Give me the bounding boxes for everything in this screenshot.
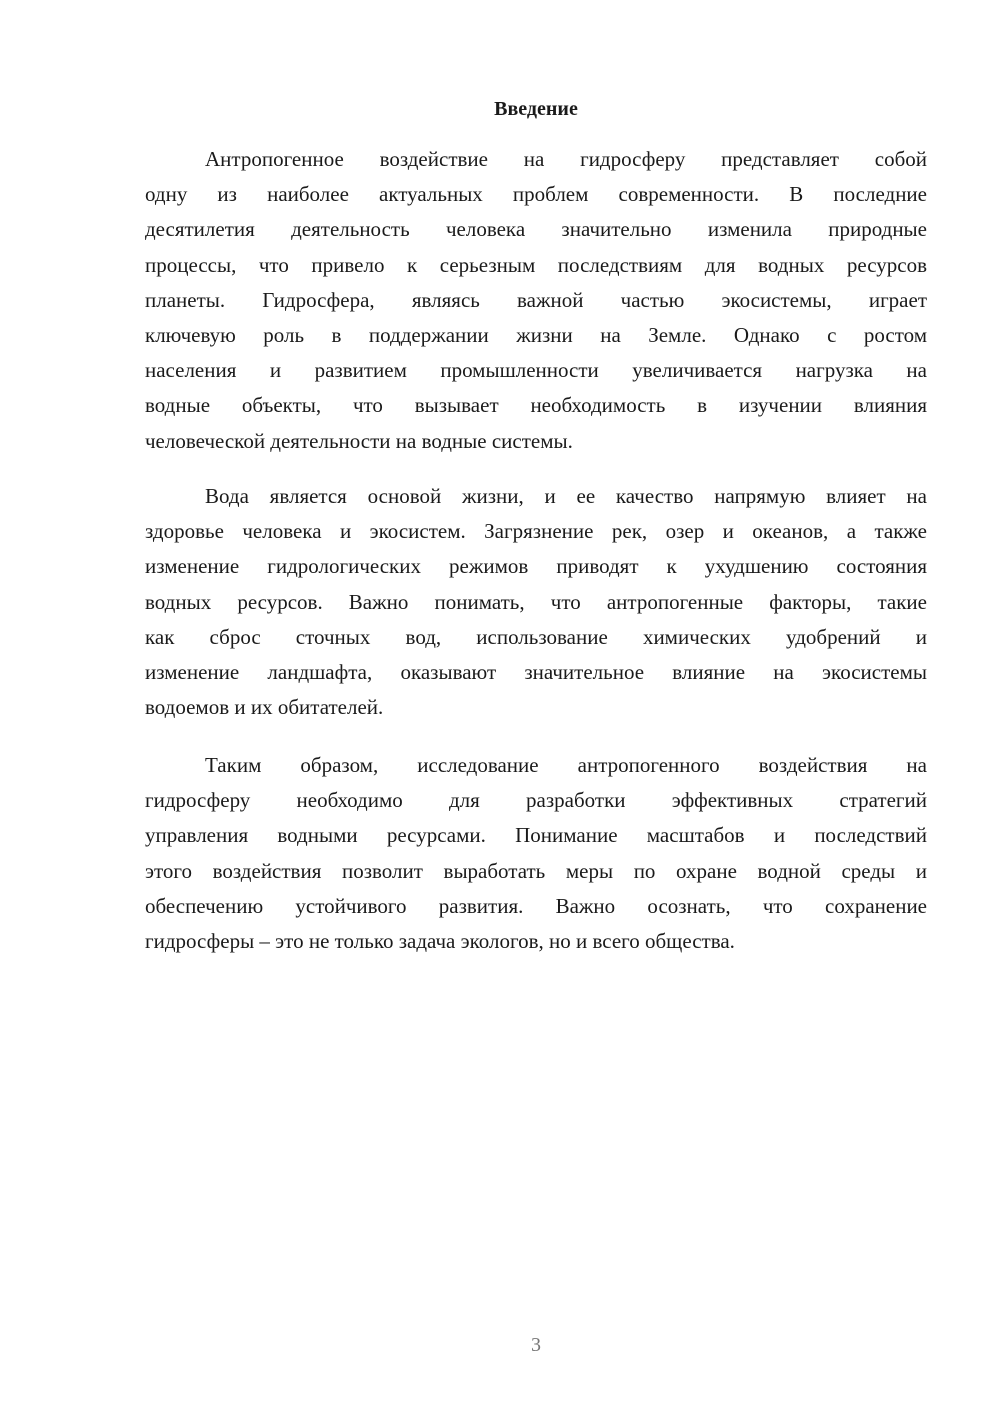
text-line: как сброс сточных вод, использование химических удобрений и (145, 624, 927, 649)
page-number: 3 (531, 1334, 541, 1356)
text-line: человеческой деятельности на водные системы. (145, 428, 573, 453)
text-line: водных ресурсов. Важно понимать, что антропогенные факторы, такие (145, 589, 927, 614)
paragraph-2 (145, 479, 927, 725)
text-line: десятилетия деятельность человека значительно изменила природные (145, 217, 927, 242)
text-line: Вода является основой жизни, и ее качество напрямую влияет на (205, 484, 927, 508)
text-line: здоровье человека и экосистем. Загрязнение рек, озер и океанов, а также (145, 519, 927, 544)
text-line: изменение гидрологических режимов приводят к ухудшению состояния (145, 554, 927, 579)
text-line: изменение ландшафта, оказывают значительное влияние на экосистемы (145, 659, 927, 684)
text-line: населения и развитием промышленности увеличивается нагрузка на (145, 358, 927, 383)
text-line: Антропогенное воздействие на гидросферу представляет собой (205, 147, 927, 171)
text-line: гидросферу необходимо для разработки эффективных стратегий (145, 788, 927, 813)
text-line: водоемов и их обитателей. (145, 695, 384, 720)
text-line: одну из наиболее актуальных проблем современности. В последние (145, 182, 927, 207)
text-line: планеты. Гидросфера, являясь важной частью экосистемы, играет (145, 287, 927, 312)
text-line: этого воздействия позволит выработать меры по охране водной среды и (145, 858, 927, 883)
paragraph-1 (145, 142, 927, 459)
text-line: водные объекты, что вызывает необходимость в изучении влияния (145, 393, 927, 418)
text-line: Таким образом, исследование антропогенного воздействия на (205, 753, 927, 777)
text-line: управления водными ресурсами. Понимание масштабов и последствий (145, 823, 927, 848)
section-title: Введение (494, 98, 578, 120)
text-line: процессы, что привело к серьезным последствиям для водных ресурсов (145, 252, 927, 277)
text-line: гидросферы – это не только задача экологов, но и всего общества. (145, 928, 735, 953)
text-line: обеспечению устойчивого развития. Важно осознать, что сохранение (145, 893, 927, 918)
paragraph-3 (145, 748, 927, 959)
text-line: ключевую роль в поддержании жизни на Земле. Однако с ростом (145, 322, 927, 347)
